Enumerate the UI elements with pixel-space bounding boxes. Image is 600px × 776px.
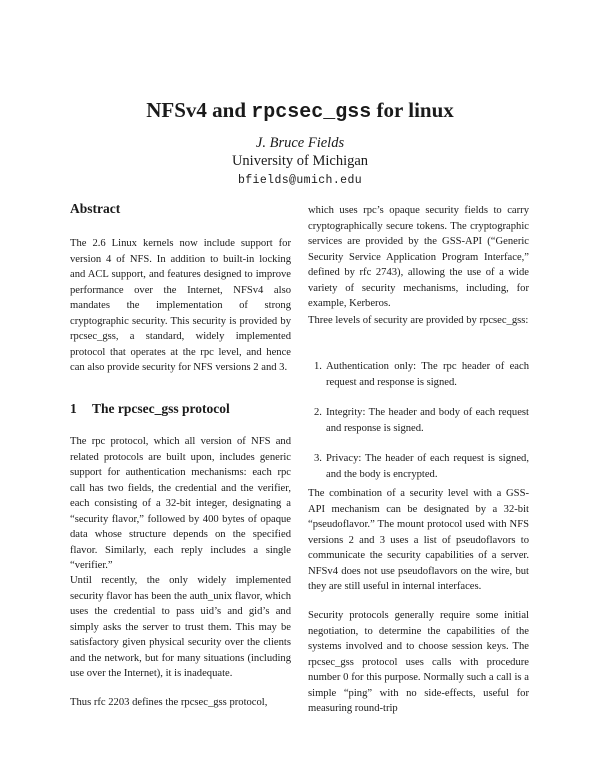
paragraph: which uses rpc’s opaque security fields to carry cryptographically secure tokens. The cryptographic services are provided by the GSS-API (“Generic Security Service Application Program Interface,” defined by rfc 2743), allowing the use of a wide variety of security mechanisms, including, for example, Kerberos.	[308, 205, 529, 309]
paragraph: The combination of a security level with a GSS-API mechanism can be designated by a 32-bit “pseudoflavor.” The mount protocol used with NFS versions 2 and 3 uses a list of pseudoflavors to communicate the security capabilities of a server. NFSv4 does not use pseudoflavors on the wire, but they are still useful in internal interfaces.	[308, 488, 529, 592]
list-item	[308, 405, 529, 436]
title-code: rpcsec_gss	[251, 101, 372, 124]
abstract-heading: Abstract	[70, 201, 121, 216]
paragraph: The rpc protocol, which all version of NFS and related protocols are built upon, includes generic support for authentication mechanisms: each rpc call has two fields, the credential and the verifier, each consisting of a 32-bit integer, designating a “security flavor,” followed by 400 bytes of opaque data whose structure depends on the specified flavor. Similarly, each reply includes a single “verifier.”	[70, 436, 291, 571]
paragraph: Three levels of security are provided by rpcsec_gss:	[308, 315, 529, 326]
list-item-text: Authentication only: The rpc header of each request and response is signed.	[326, 361, 529, 388]
list-item	[308, 359, 529, 390]
list-item-number: 2.	[314, 407, 322, 418]
author-email: bfields@umich.edu	[237, 174, 363, 187]
list-item-number: 3.	[314, 453, 322, 464]
section-number: 1	[70, 401, 77, 416]
security-levels-list	[308, 359, 529, 497]
list-item	[308, 451, 529, 482]
paragraph: Security protocols generally require some initial negotiation, to determine the capabilities of the systems involved and to choose session keys. The rpcsec_gss protocol uses calls with procedure number 0 for this purpose. Normally such a call is a simple “ping” with no side-effects, useful for measuring round-trip	[308, 610, 529, 714]
paragraph: Thus rfc 2203 defines the rpcsec_gss protocol,	[70, 697, 268, 708]
title-text-post: for linux	[371, 98, 454, 122]
section-title: The rpcsec_gss protocol	[92, 401, 230, 416]
list-item-text: Integrity: The header and body of each request and response is signed.	[326, 407, 529, 434]
paragraph: Until recently, the only widely implemented security flavor has been the auth_unix flavor, which uses the credential to pass uid’s and gid’s and simply asks the server to trust them. This may be satisfactory given physical security over the clients and the network, but for many situations (including use over the Internet), it is inadequate.	[70, 575, 291, 679]
abstract-text: The 2.6 Linux kernels now include support for version 4 of NFS. In addition to built-in locking and ACL support, and features designed to improve performance over the Internet, NFSv4 also mandates the implementation of strong cryptographic security. This security is provided by rpcsec_gss, a standard, widely implemented protocol that operates at the rpc level, and hence can also provide security for NFS versions 2 and 3.	[70, 238, 291, 373]
paper-title	[0, 98, 600, 124]
author-name: J. Bruce Fields	[255, 135, 345, 151]
author-affiliation: University of Michigan	[231, 153, 369, 169]
section-heading	[70, 401, 230, 417]
list-item-number: 1.	[314, 361, 322, 372]
list-item-text: Privacy: The header of each request is signed, and the body is encrypted.	[326, 453, 529, 480]
title-text-pre: NFSv4 and	[146, 98, 252, 122]
